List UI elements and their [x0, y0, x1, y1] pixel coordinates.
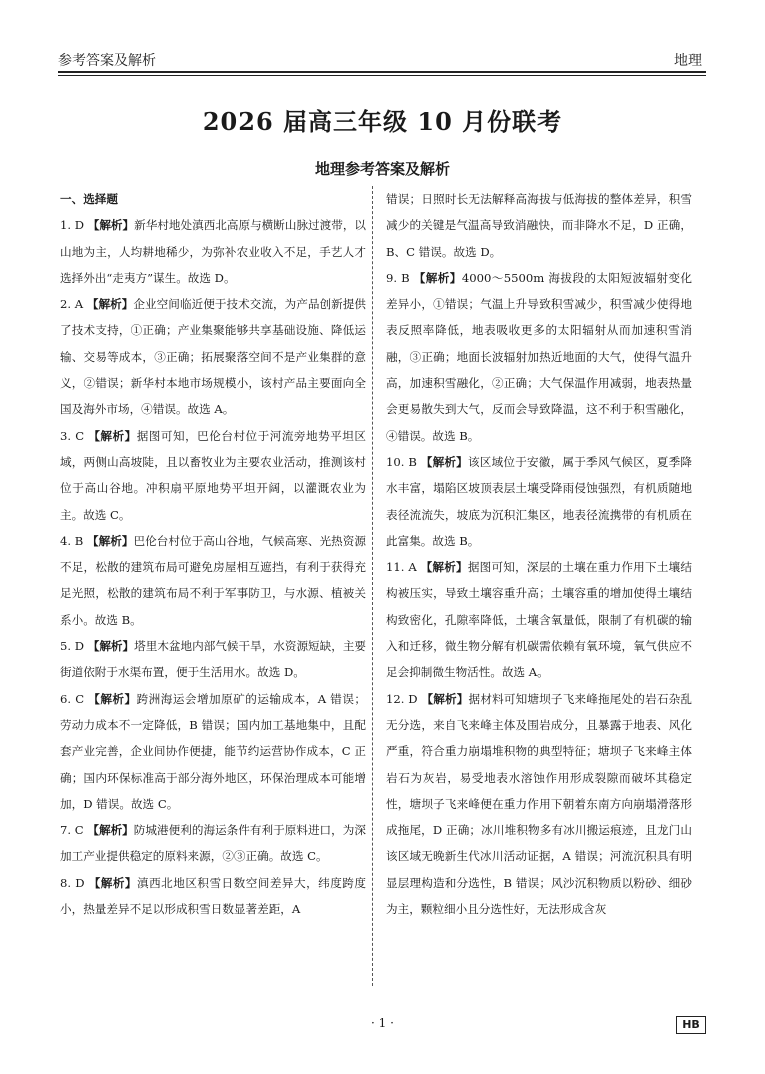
- answer-text: 巴伦台村位于高山谷地，气候高寒、光热资源不足，松散的建筑布局可避免房屋相互遮挡，有利于获得充足光照，松散的建筑布局不利于军事防卫，与水源、植被关系小。故选 B。: [60, 533, 366, 627]
- answer-item-8-continued: [386, 186, 692, 265]
- answer-number: 10. B: [386, 454, 417, 469]
- header-rule: [58, 71, 706, 73]
- header-rule-thin: [58, 75, 706, 76]
- answer-text: 据图可知，深层的土壤在重力作用下土壤结构被压实，导致土壤容重升高；土壤容重的增加使得土壤结构致密化，孔隙率降低，土壤含氧量低，限制了有机碳的输入和迁移，微生物分解有机碳需依赖有氧环境，氧气供应不足会抑制微生物活性。故选 A。: [386, 560, 692, 680]
- answer-number: 5. D: [60, 639, 85, 654]
- answer-text: 据图可知，巴伦台村位于河流旁地势平坦区域，两侧山高坡陡，且以畜牧业为主要农业活动，推测该村位于高山谷地。冲积扇平原地势平坦开阔，以灌溉农业为主。故选 C。: [60, 428, 366, 522]
- analysis-tag: 【解析】: [421, 691, 469, 706]
- analysis-tag: 【解析】: [87, 639, 135, 654]
- answer-item-10: [386, 449, 692, 554]
- analysis-tag: 【解析】: [88, 875, 138, 890]
- answer-number: 11. A: [386, 560, 417, 575]
- header-subject: 地理: [674, 53, 702, 69]
- answer-text: 该区域位于安徽，属于季风气候区，夏季降水丰富，塌陷区坡顶表层土壤受降雨侵蚀强烈，有机质随地表径流流失，坡底为沉积汇集区，地表径流携带的有机质在此富集。故选 B。: [386, 454, 692, 548]
- answer-number: 7. C: [60, 823, 84, 838]
- answer-item-11: [386, 554, 692, 685]
- edition-badge: HB: [676, 1016, 706, 1034]
- answer-text: 错误；日照时长无法解释高海拔与低海拔的整体差异，积雪减少的关键是气温高导致消融快，而非降水不足，D 正确，B、C 错误。故选 D。: [386, 192, 692, 259]
- answer-text: 新华村地处滇西北高原与横断山脉过渡带，以山地为主，人均耕地稀少，为弥补农业收入不足，手艺人才选择外出“走夷方”谋生。故选 D。: [60, 218, 367, 285]
- column-divider: [372, 186, 373, 986]
- answer-number: 4. B: [60, 533, 84, 548]
- answer-item-1: [60, 212, 366, 291]
- answer-item-4: [60, 528, 366, 633]
- answer-text: 企业空间临近便于技术交流，为产品创新提供了技术支持，①正确；产业集聚能够共享基础设施、降低运输、交易等成本，③正确；拓展聚落空间不是产业集群的意义，②错误；新华村本地市场规模小，该村产品主要面向全国及海外市场，④错误。故选 A。: [60, 297, 366, 417]
- answer-number: 3. C: [60, 428, 85, 443]
- analysis-tag: 【解析】: [86, 297, 134, 312]
- answer-item-12: [386, 686, 692, 923]
- answer-item-9: [386, 265, 692, 449]
- right-column: [386, 186, 692, 922]
- answer-item-7: [60, 817, 366, 870]
- answer-number: 1. D: [60, 218, 85, 233]
- analysis-tag: 【解析】: [87, 533, 134, 548]
- analysis-tag: 【解析】: [87, 823, 134, 838]
- answer-item-2: [60, 291, 366, 422]
- analysis-tag: 【解析】: [420, 560, 468, 575]
- answer-text: 滇西北地区积雪日数空间差异大，纬度跨度小，热量差异不足以形成积雪日数显著差距，A: [60, 875, 366, 917]
- answer-number: 2. A: [60, 297, 84, 312]
- page-title: 2026 届高三年级 10 月份联考: [202, 107, 563, 136]
- section-heading: 一、选择题: [60, 192, 118, 206]
- analysis-tag: 【解析】: [88, 428, 137, 443]
- answer-text: 塔里木盆地内部气候干旱，水资源短缺，主要街道依附于水渠布置，便于生活用水。故选 D。: [60, 639, 367, 680]
- answer-item-3: [60, 423, 366, 528]
- answer-item-5: [60, 633, 366, 686]
- answer-number: 6. C: [60, 691, 85, 706]
- analysis-tag: 【解析】: [87, 218, 135, 233]
- header-doc-type: 参考答案及解析: [58, 53, 156, 69]
- left-column: [60, 186, 366, 922]
- analysis-tag: 【解析】: [413, 270, 462, 285]
- answer-text: 据材料可知塘坝子飞来峰拖尾处的岩石杂乱无分选，来自飞来峰主体及围岩成分，且暴露于地表、风化严重，符合重力崩塌堆积物的典型特征；塘坝子飞来峰主体岩石为灰岩，易受地表水溶蚀作用形成裂隙而破坏其稳定性，塘坝子飞来峰便在重力作用下朝着东南方向崩塌滑落形成拖尾，D 正确；冰川堆积物多有冰川搬运痕迹，且龙门山该区域无晚新生代冰川活动证据，A 错误；河流沉积具有明显层理构造和分选性，B 错误；风沙沉积物质以粉砂、细砂为主，颗粒细小且分选性好，无法形成含灰: [386, 691, 692, 917]
- page-number: · 1 ·: [371, 1016, 394, 1030]
- answer-text: 跨洲海运会增加原矿的运输成本，A 错误；劳动力成本不一定降低，B 错误；国内加工基地集中，且配套产业完善，企业间协作便捷，能节约运营协作成本，C 正确；国内环保标准高于部分海外地区，环保治理成本可能增加，D 错误。故选 C。: [60, 691, 367, 811]
- answer-item-6: [60, 686, 366, 817]
- answer-text: 4000～5500m 海拔段的太阳短波辐射变化差异小，①错误；气温上升导致积雪减少，积雪减少使得地表反照率降低，地表吸收更多的太阳辐射从而加速积雪消融，③正确；地面长波辐射加热近地面的大气，使得气温升高，加速积雪融化，②正确；大气保温作用减弱，地表热量会更易散失到大气，反而会导致降温，这不利于积雪融化，④错误。故选 B。: [386, 270, 692, 443]
- page-header: [58, 44, 706, 78]
- analysis-tag: 【解析】: [88, 691, 137, 706]
- answer-number: 9. B: [386, 270, 410, 285]
- answer-item-8: [60, 870, 366, 923]
- answer-number: 8. D: [60, 875, 85, 890]
- page-subtitle: 地理参考答案及解析: [314, 160, 450, 178]
- answer-number: 12. D: [386, 691, 418, 706]
- answer-text: 防城港便利的海运条件有利于原料进口，为深加工产业提供稳定的原料来源，②③正确。故选 C。: [60, 823, 366, 864]
- analysis-tag: 【解析】: [420, 454, 468, 469]
